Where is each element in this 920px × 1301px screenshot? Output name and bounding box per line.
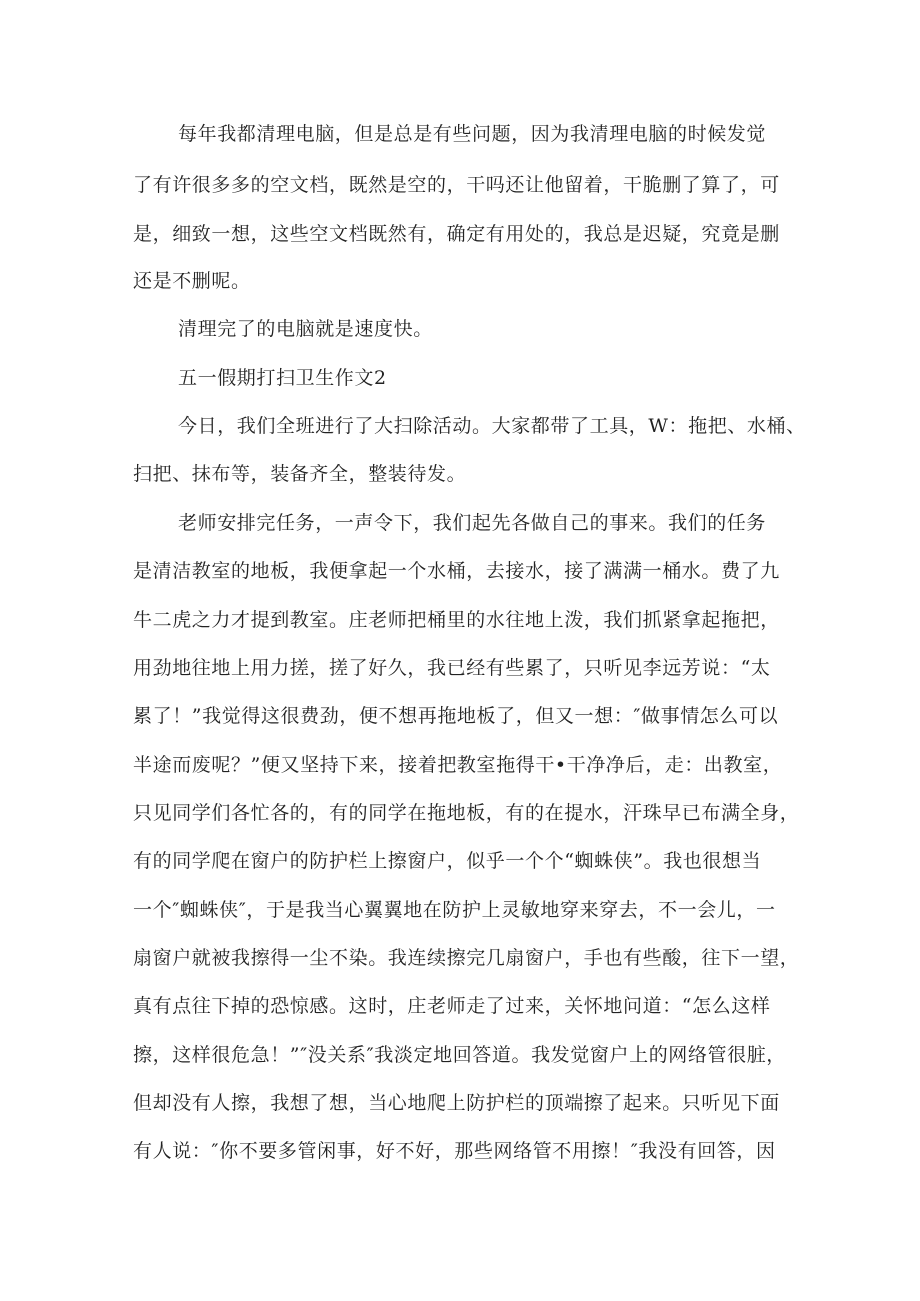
text-line: 扇窗户就被我擦得一尘不染。我连续擦完几扇窗户，手也有些酸，往下一望，	[133, 947, 800, 969]
text-line: 了有许很多多的空文档，既然是空的，干吗还让他留着，干脆删了算了，可	[133, 174, 780, 196]
text-line: 今日，我们全班进行了大扫除活动。大家都带了工具，W：拖把、水桶、	[178, 415, 806, 437]
section-heading: 五一假期打扫卫生作文2	[178, 367, 387, 389]
text-line: 半途而废呢？”便又坚持下来，接着把教室拖得干•干净净后，走：出教室，	[133, 754, 783, 776]
text-line: 只见同学们各忙各的，有的同学在拖地板，有的在提水，汗珠早已布满全身，	[133, 802, 800, 824]
text-line: 是清洁教室的地板，我便拿起一个水桶，去接水，接了满满一桶水。费了九	[133, 560, 780, 582]
text-line: 擦，这样很危急！”″没关系″我淡定地回答道。我发觉窗户上的网络管很脏，	[133, 1044, 786, 1066]
text-line: 累了！”我觉得这很费劲，便不想再拖地板了，但又一想：″做事情怎么可以	[133, 705, 779, 727]
text-line: 扫把、抹布等，装备齐全，整装待发。	[133, 463, 467, 485]
text-line: 一个″蜘蛛侠″，于是我当心翼翼地在防护上灵敏地穿来穿去，不一会儿，一	[133, 899, 776, 921]
text-line: 老师安排完任务，一声令下，我们起先各做自己的事来。我们的任务	[178, 512, 767, 534]
text-line: 有人说：″你不要多管闲事，好不好，那些网络管不用擦！″我没有回答，因	[133, 1140, 776, 1162]
text-line: 牛二虎之力才提到教室。庄老师把桶里的水往地上泼，我们抓紧拿起拖把，	[133, 609, 780, 631]
text-line: 但却没有人擦，我想了想，当心地爬上防护栏的顶端擦了起来。只听见下面	[133, 1092, 780, 1114]
text-line: 有的同学爬在窗户的防护栏上擦窗户，似乎一个个“蜘蛛侠”。我也很想当	[133, 850, 762, 872]
text-line: 还是不删呢。	[133, 270, 251, 292]
text-line: 用劲地往地上用力搓，搓了好久，我已经有些累了，只听见李远芳说：“太	[133, 657, 771, 679]
text-line: 清理完了的电脑就是速度快。	[178, 318, 433, 340]
text-line: 真有点往下掉的恐惊感。这时，庄老师走了过来，关怀地问道：“怎么这样	[133, 995, 771, 1017]
text-line: 每年我都清理电脑，但是总是有些问题，因为我清理电脑的时候发觉	[178, 123, 767, 145]
text-line: 是，细致一想，这些空文档既然有，确定有用处的，我总是迟疑，究竟是删	[133, 223, 780, 245]
